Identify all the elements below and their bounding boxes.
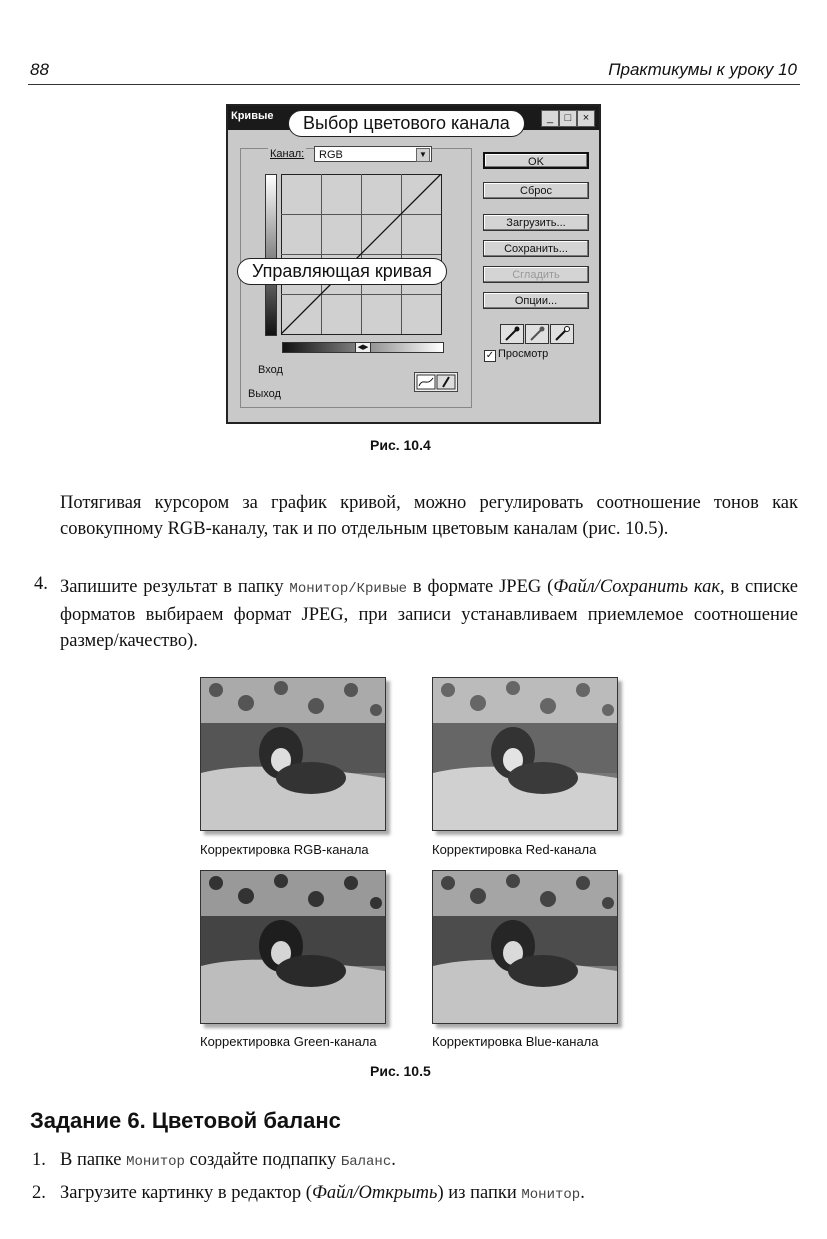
folder-path: Баланс (340, 1154, 392, 1170)
folder-path: Монитор/Кривые (289, 581, 408, 597)
channel-label: Канал: (270, 148, 305, 160)
photo-caption: Корректировка Red-канала (432, 842, 597, 857)
photo-green-correction (200, 870, 386, 1024)
ok-button[interactable]: OK (483, 152, 589, 169)
list-item (60, 1150, 396, 1171)
load-button[interactable]: Загрузить... (483, 214, 589, 231)
output-label: Выход (248, 388, 281, 400)
preview-label: Просмотр (498, 348, 549, 360)
menu-command: Файл/Открыть (311, 1183, 438, 1203)
running-title: Практикумы к уроку 10 (608, 60, 797, 79)
callout-channel: Выбор цветового канала (288, 110, 525, 137)
minimize-icon[interactable]: _ (541, 110, 559, 127)
close-icon[interactable]: × (577, 110, 595, 127)
list-number: 1. (32, 1150, 46, 1170)
list-item (60, 574, 798, 654)
body-paragraph: Потягивая курсором за график кривой, можно регулировать соотношение тонов как совокупному RGB-каналу, так и по отдельным цветовым каналам (рис. 10.5). (60, 493, 798, 539)
gray-eyedropper-icon[interactable] (525, 324, 549, 344)
photo-caption: Корректировка RGB-канала (200, 842, 369, 857)
item-text: В папке (60, 1150, 127, 1170)
gradient-toggle-icon[interactable]: ◀▶ (355, 342, 371, 353)
item-text: . (391, 1150, 396, 1170)
reset-button[interactable]: Сброс (483, 182, 589, 199)
section-title: Задание 6. Цветовой баланс (30, 1108, 341, 1133)
callout-curve: Управляющая кривая (237, 258, 447, 285)
curve-mode-toggle[interactable] (414, 372, 458, 392)
list-item (60, 1183, 585, 1204)
photo-caption: Корректировка Blue-канала (432, 1034, 599, 1049)
item-text: . (580, 1183, 585, 1203)
item-text: Запишите результат в папку (60, 577, 290, 597)
item-text: в формате JPEG ( (407, 577, 554, 597)
curve-graph[interactable] (281, 174, 443, 336)
save-button[interactable]: Сохранить... (483, 240, 589, 257)
white-eyedropper-icon[interactable] (550, 324, 574, 344)
channel-value: RGB (319, 149, 343, 161)
page-number: 88 (30, 60, 49, 79)
item-text: создайте подпапку (184, 1150, 341, 1170)
item-text: , в списке форматов выбираем формат JPEG, при записи устанавливаем приемлемое соотношение размер/качество). (60, 577, 798, 651)
maximize-icon[interactable]: □ (559, 110, 577, 127)
folder-path: Монитор (521, 1187, 581, 1203)
figure-caption: Рис. 10.5 (370, 1063, 431, 1079)
chevron-down-icon[interactable]: ▼ (416, 148, 430, 162)
smooth-button[interactable]: Сгладить (483, 266, 589, 283)
photo-red-correction (432, 677, 618, 831)
menu-command: Файл/Сохранить как (553, 577, 721, 597)
input-label: Вход (258, 364, 283, 376)
figure-caption: Рис. 10.4 (370, 437, 431, 453)
folder-path: Монитор (126, 1154, 185, 1170)
photo-rgb-correction (200, 677, 386, 831)
item-text: ) из папки (437, 1183, 522, 1203)
item-text: Загрузите картинку в редактор ( (60, 1183, 312, 1203)
header-rule (28, 84, 800, 85)
list-number: 2. (32, 1183, 46, 1203)
photo-caption: Корректировка Green-канала (200, 1034, 377, 1049)
black-eyedropper-icon[interactable] (500, 324, 524, 344)
input-gradient-bar (282, 342, 444, 353)
preview-checkbox[interactable]: ✓ (485, 350, 495, 361)
photo-blue-correction (432, 870, 618, 1024)
list-number: 4. (34, 574, 48, 594)
options-button[interactable]: Опции... (483, 292, 589, 309)
dialog-title: Кривые (231, 110, 274, 122)
output-gradient-bar (265, 174, 277, 336)
channel-select[interactable] (314, 146, 432, 162)
